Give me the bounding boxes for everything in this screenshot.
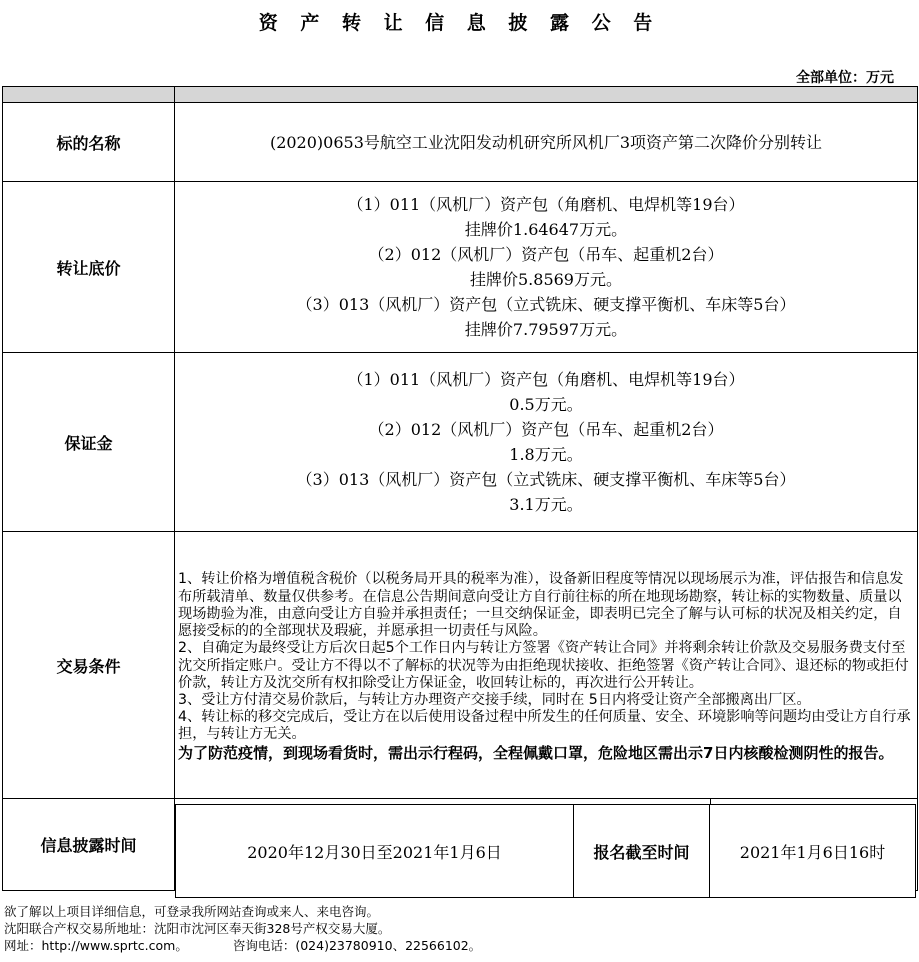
unit-note: 全部单位：万元 (796, 70, 894, 86)
price-label: 转让底价 (3, 182, 175, 353)
website-link[interactable]: 网址：http://www.sprtc.com。 (4, 938, 188, 953)
disclosure-time-value: 2020年12月30日至2021年1月6日 (175, 805, 573, 897)
page-title: 资 产 转 让 信 息 披 露 公 告 (258, 12, 661, 34)
deposit-line: （3）013（风机厂）资产包（立式铣床、硬支撑平衡机、车床等5台） (296, 470, 796, 489)
deadline-label: 报名截至时间 (573, 805, 709, 897)
footer-contact (4, 937, 481, 954)
header-bar (3, 87, 918, 103)
row-price (3, 182, 918, 353)
footer-address: 沈阳联合产权交易所地址：沈阳市沈河区奉天街328号产权交易大厦。 (4, 921, 391, 936)
conditions-cell (175, 532, 918, 799)
condition-item: 2、自确定为最终受让方后次日起5个工作日内与转让方签署《资产转让合同》并将剩余转让价款及交易服务费支付至沈交所指定账户。受让方不得以不了解标的状况等为由拒绝现状接收、拒绝签署《资产转让合同》、退还标的物或拒付价款，转让方及沈交所有权扣除受让方保证金，收回转让标的，再次进行公开转让。 (178, 640, 909, 691)
price-cell (175, 182, 918, 353)
deposit-label: 保证金 (3, 353, 175, 532)
phone-number: 咨询电话：(024)23780910、22566102。 (232, 938, 482, 953)
disclosure-row-overlay (175, 804, 916, 898)
condition-item: 1、转让价格为增值税含税价（以税务局开具的税率为准），设备新旧程度等情况以现场展示为准，评估报告和信息发布所载清单、数量仅供参考。在信息公告期间意向受让方自行前往标的所在地现场勘察，转让标的实物数量、质量以现场勘验为准，由意向受让方自验并承担责任；一旦交纳保证金，即表明已完全了解与认可标的状况及相关约定，自愿接受标的的全部现状及瑕疵，并愿承担一切责任与风险。 (178, 571, 904, 640)
price-line: （3）013（风机厂）资产包（立式铣床、硬支撑平衡机、车床等5台） (296, 295, 796, 314)
deposit-cell (175, 353, 918, 532)
price-line: 挂牌价5.8569万元。 (470, 270, 622, 289)
price-line: 挂牌价7.79597万元。 (464, 320, 628, 339)
deposit-line: 1.8万元。 (509, 445, 583, 464)
epidemic-note: 为了防范疫情，到现场看货时，需出示行程码，全程佩戴口罩，危险地区需出示7日内核酸检测阴性的报告。 (178, 743, 894, 762)
row-name (3, 103, 918, 182)
row-deposit (3, 353, 918, 532)
deposit-line: （2）012（风机厂）资产包（吊车、起重机2台） (368, 420, 724, 439)
disclosure-label: 信息披露时间 (3, 799, 175, 891)
name-label: 标的名称 (3, 103, 175, 182)
header-bar-right (175, 87, 918, 103)
announcement-table (2, 86, 918, 891)
condition-item: 3、受让方付清交易价款后，与转让方办理资产交接手续，同时在 5日内将受让资产全部搬离出厂区。 (178, 691, 811, 708)
footer-line: 欲了解以上项目详细信息，可登录我所网站查询或来人、来电咨询。 (4, 904, 380, 919)
price-line: 挂牌价1.64647万元。 (464, 220, 628, 239)
name-value: (2020)0653号航空工业沈阳发动机研究所风机厂3项资产第二次降价分别转让 (175, 103, 918, 182)
header-bar-left (3, 87, 175, 103)
row-conditions (3, 532, 918, 799)
deposit-line: 3.1万元。 (509, 495, 583, 514)
conditions-label: 交易条件 (3, 532, 175, 799)
condition-item: 4、转让标的移交完成后，受让方在以后使用设备过程中所发生的任何质量、安全、环境影响等问题均由受让方自行承担，与转让方无关。 (178, 709, 911, 743)
deposit-line: （1）011（风机厂）资产包（角磨机、电焊机等19台） (347, 370, 745, 389)
price-line: （2）012（风机厂）资产包（吊车、起重机2台） (368, 245, 724, 264)
deposit-line: 0.5万元。 (509, 395, 583, 414)
deadline-value: 2021年1月6日16时 (709, 805, 916, 897)
footer (4, 903, 481, 954)
price-line: （1）011（风机厂）资产包（角磨机、电焊机等19台） (347, 195, 745, 214)
